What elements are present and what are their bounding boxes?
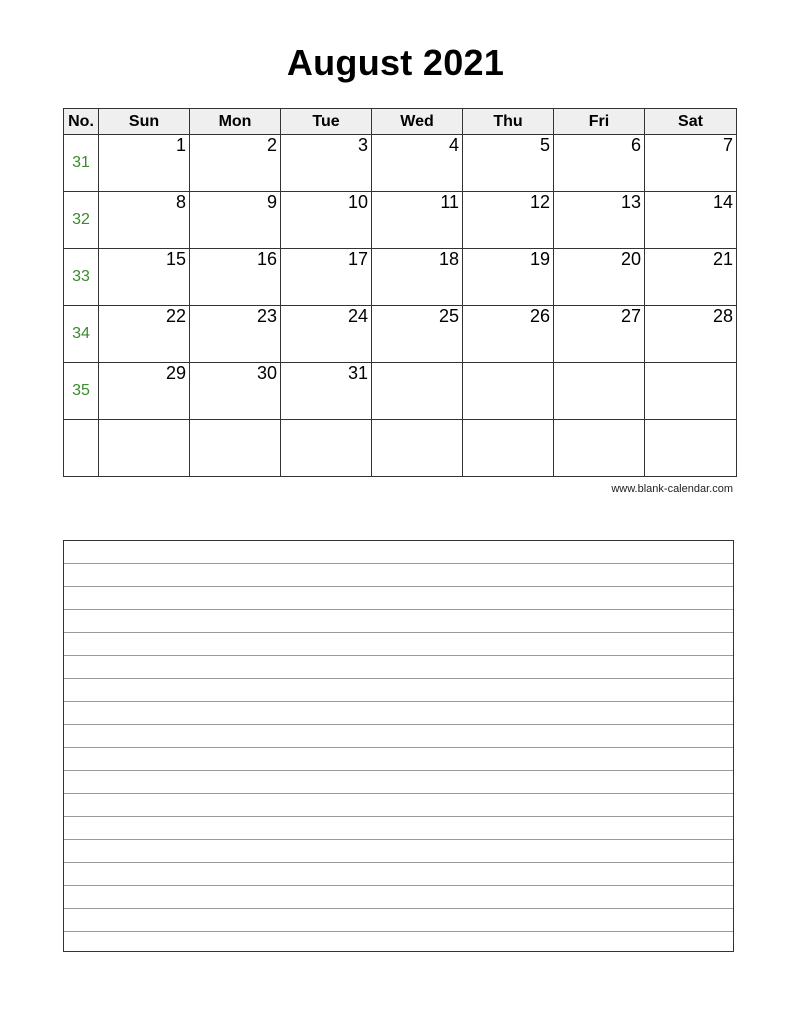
day-number: 3 [357,135,368,155]
day-number: 16 [256,249,277,269]
note-line [64,908,733,909]
day-cell [463,249,554,306]
week-number: 33 [64,249,99,306]
day-cell [372,420,463,477]
note-line [64,678,733,679]
day-cell [645,135,737,192]
day-cell [99,192,190,249]
day-number: 10 [347,192,368,212]
header-row [64,109,737,135]
day-cell [99,306,190,363]
header-fri: Fri [554,109,645,135]
day-cell [281,135,372,192]
day-number: 30 [256,363,277,383]
day-cell [372,192,463,249]
header-week-number: No. [64,109,99,135]
calendar-title: August 2021 [286,42,505,83]
day-cell [190,249,281,306]
day-number: 5 [539,135,550,155]
header-wed: Wed [372,109,463,135]
header-sun: Sun [99,109,190,135]
day-number: 6 [630,135,641,155]
day-cell [463,306,554,363]
day-cell [463,192,554,249]
day-number: 9 [266,192,277,212]
header-tue: Tue [281,109,372,135]
day-number: 13 [620,192,641,212]
week-number: 32 [64,192,99,249]
day-number: 8 [175,192,186,212]
note-line [64,931,733,932]
day-number: 14 [712,192,733,212]
day-cell [281,420,372,477]
note-line [64,563,733,564]
note-line [64,770,733,771]
day-number: 1 [175,135,186,155]
header-mon: Mon [190,109,281,135]
week-row [64,192,737,249]
day-cell [463,363,554,420]
day-cell [190,420,281,477]
note-line [64,586,733,587]
note-line [64,816,733,817]
week-row [64,306,737,363]
day-cell [463,420,554,477]
header-sat: Sat [645,109,737,135]
day-number: 26 [529,306,550,326]
day-cell [99,363,190,420]
day-number: 15 [165,249,186,269]
week-number: 35 [64,363,99,420]
day-cell [554,192,645,249]
day-cell [372,363,463,420]
day-cell [190,306,281,363]
header-thu: Thu [463,109,554,135]
note-line [64,862,733,863]
day-cell [554,306,645,363]
note-line [64,701,733,702]
week-row [64,363,737,420]
day-number: 4 [448,135,459,155]
day-number: 2 [266,135,277,155]
day-number: 22 [165,306,186,326]
day-cell [372,135,463,192]
day-cell [645,249,737,306]
day-cell [190,192,281,249]
day-number: 21 [712,249,733,269]
note-line [64,609,733,610]
note-line [64,632,733,633]
day-number: 17 [347,249,368,269]
day-cell [645,363,737,420]
day-cell [372,306,463,363]
week-number: 34 [64,306,99,363]
day-cell [99,249,190,306]
day-cell [554,249,645,306]
day-cell [645,192,737,249]
day-number: 7 [722,135,733,155]
day-number: 18 [438,249,459,269]
day-cell [645,420,737,477]
day-cell [554,135,645,192]
note-line [64,655,733,656]
day-cell [281,192,372,249]
day-cell [281,249,372,306]
website-footer: www.blank-calendar.com [611,483,733,495]
day-number: 23 [256,306,277,326]
day-number: 12 [529,192,550,212]
day-cell [554,420,645,477]
day-cell [190,135,281,192]
day-cell [372,249,463,306]
week-row [64,135,737,192]
note-line [64,724,733,725]
week-row [64,249,737,306]
day-number: 19 [529,249,550,269]
day-cell [190,363,281,420]
week-number: 31 [64,135,99,192]
calendar-grid [63,108,737,477]
day-cell [99,135,190,192]
day-cell [554,363,645,420]
day-cell [645,306,737,363]
note-line [64,885,733,886]
day-number: 27 [620,306,641,326]
day-number: 29 [165,363,186,383]
day-number: 25 [438,306,459,326]
week-row [64,420,737,477]
day-cell [99,420,190,477]
note-line [64,839,733,840]
day-cell [281,306,372,363]
day-number: 11 [440,192,459,212]
day-number: 31 [347,363,368,383]
day-number: 20 [620,249,641,269]
day-number: 28 [712,306,733,326]
note-line [64,793,733,794]
day-cell [281,363,372,420]
note-line [64,747,733,748]
notes-box [63,540,734,952]
day-cell [463,135,554,192]
day-number: 24 [347,306,368,326]
week-number [64,420,99,477]
